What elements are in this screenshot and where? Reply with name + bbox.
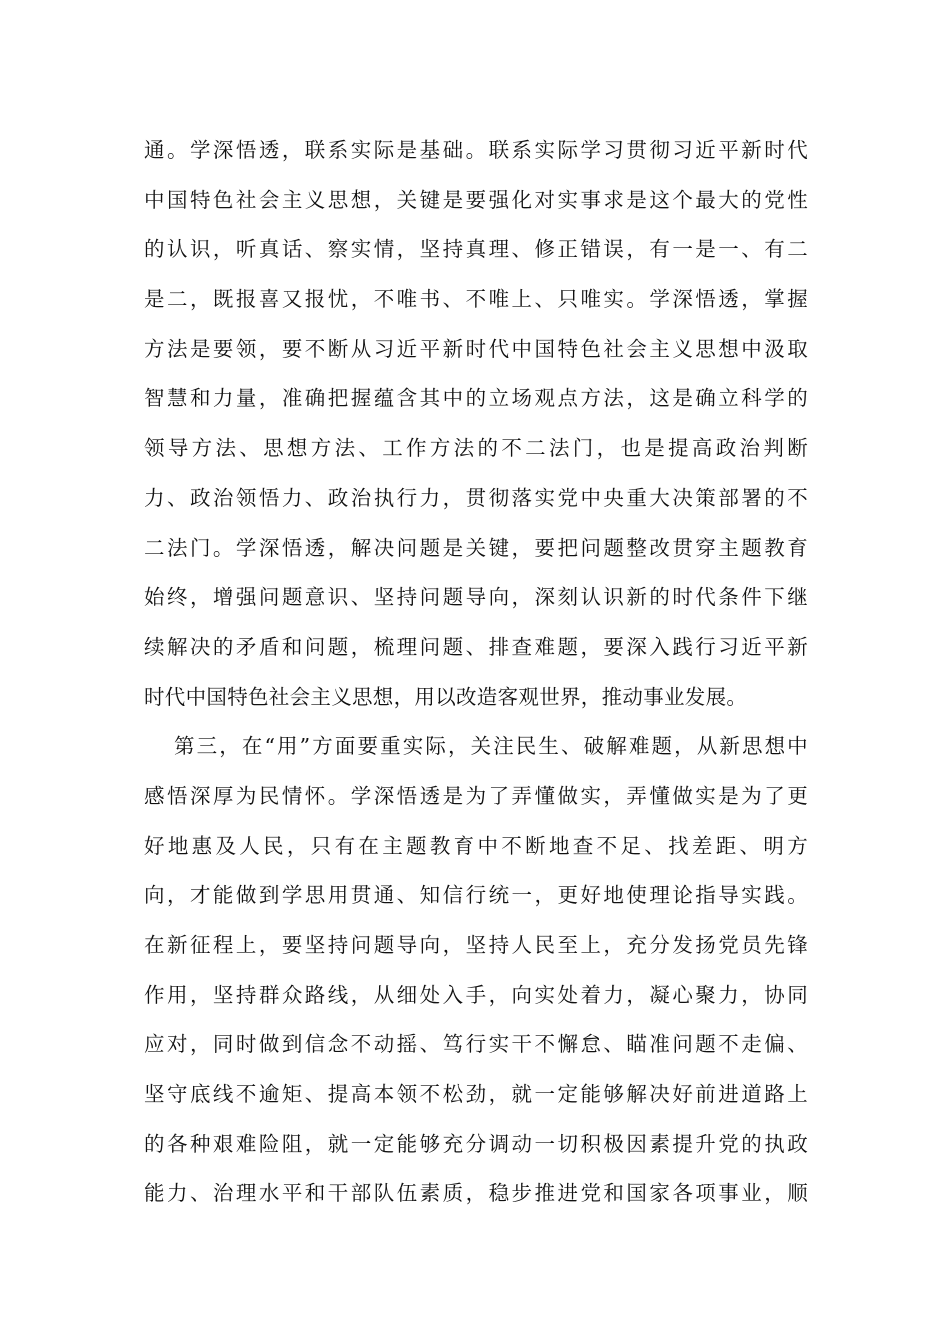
text-line: 二法门。学深悟透，解决问题是关键，要把问题整改贯穿主题教育	[144, 535, 808, 560]
text-line: 时代中国特色社会主义思想，用以改造客观世界，推动事业发展。	[144, 684, 748, 709]
text-line: 坚守底线不逾矩、提高本领不松劲，就一定能够解决好前进道路上	[144, 1082, 808, 1107]
text-line: 中国特色社会主义思想，关键是要强化对实事求是这个最大的党性	[144, 187, 808, 212]
text-line: 领导方法、思想方法、工作方法的不二法门，也是提高政治判断	[144, 436, 808, 461]
text-line: 感悟深厚为民情怀。学深悟透是为了弄懂做实，弄懂做实是为了更	[144, 783, 808, 808]
text-line: 第三，在“用”方面要重实际，关注民生、破解难题，从新思想中	[174, 734, 808, 759]
text-line: 智慧和力量，准确把握蕴含其中的立场观点方法，这是确立科学的	[144, 386, 808, 411]
text-line: 作用，坚持群众路线，从细处入手，向实处着力，凝心聚力，协同	[144, 982, 808, 1007]
paragraph-1	[144, 126, 808, 722]
document-body	[144, 126, 808, 1219]
text-line: 在新征程上，要坚持问题导向，坚持人民至上，充分发扬党员先锋	[144, 933, 808, 957]
text-line: 方法是要领，要不断从习近平新时代中国特色社会主义思想中汲取	[144, 336, 808, 361]
text-line: 向，才能做到学思用贯通、知信行统一，更好地使理论指导实践。	[144, 883, 808, 908]
text-line: 力、政治领悟力、政治执行力，贯彻落实党中央重大决策部署的不	[144, 485, 808, 510]
text-line: 始终，增强问题意识、坚持问题导向，深刻认识新的时代条件下继	[144, 585, 808, 610]
text-line: 的认识，听真话、察实情，坚持真理、修正错误，有一是一、有二	[144, 237, 808, 262]
text-line: 应对，同时做到信念不动摇、笃行实干不懈怠、瞄准问题不走偏、	[144, 1032, 808, 1057]
text-line: 能力、治理水平和干部队伍素质，稳步推进党和国家各项事业，顺	[144, 1181, 808, 1206]
text-line: 续解决的矛盾和问题，梳理问题、排查难题，要深入践行习近平新	[144, 634, 808, 659]
text-line: 的各种艰难险阻，就一定能够充分调动一切积极因素提升党的执政	[144, 1131, 808, 1156]
text-line: 好地惠及人民，只有在主题教育中不断地查不足、找差距、明方	[144, 833, 808, 858]
paragraph-2	[144, 722, 808, 1219]
text-line: 通。学深悟透，联系实际是基础。联系实际学习贯彻习近平新时代	[144, 138, 808, 162]
text-line: 是二，既报喜又报忧，不唯书、不唯上、只唯实。学深悟透，掌握	[144, 287, 808, 312]
